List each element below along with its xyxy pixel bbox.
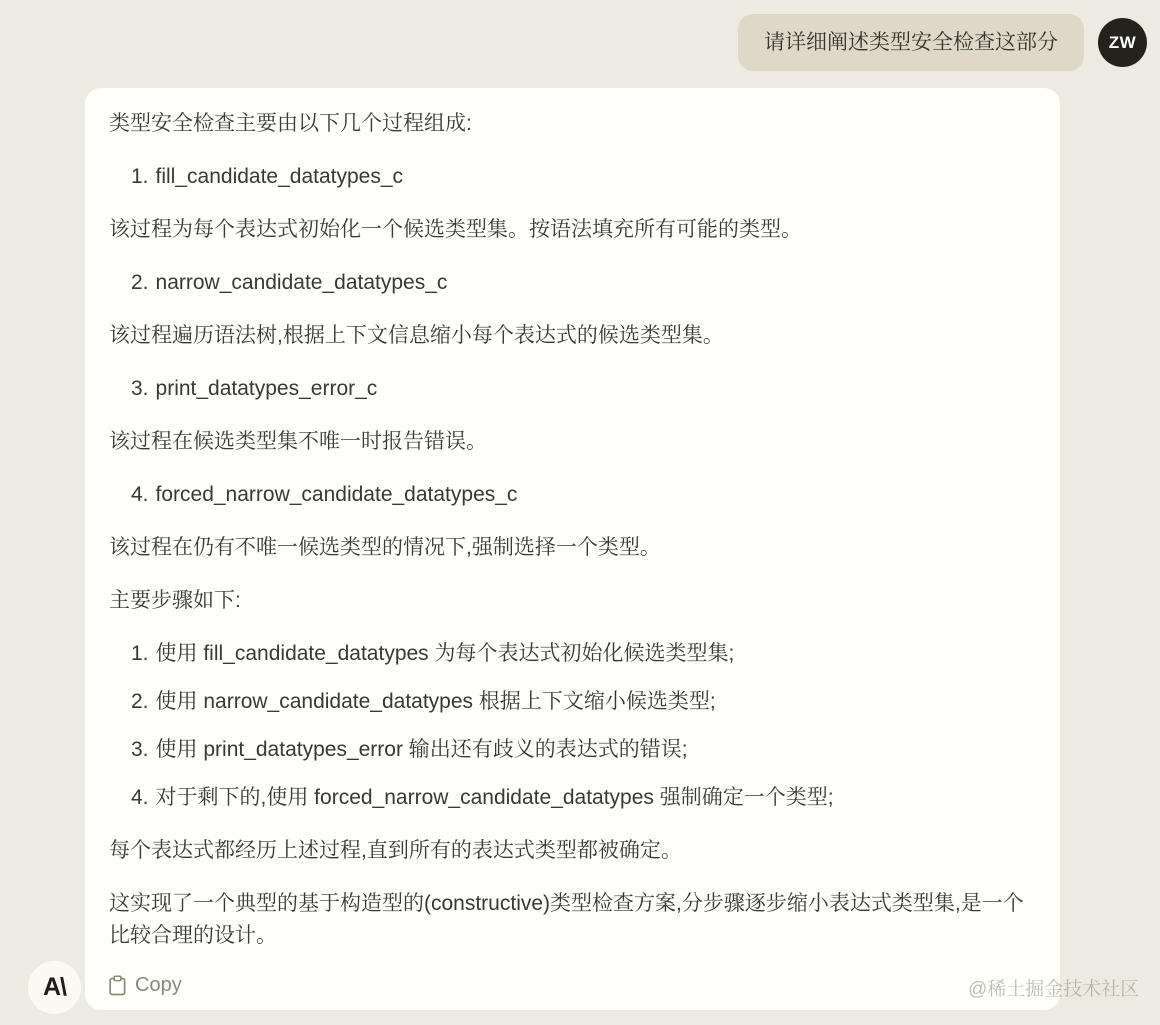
list-item-text: fill_candidate_datatypes_c — [155, 165, 404, 188]
ordered-list-item — [109, 267, 1036, 299]
list-item-text: 使用 narrow_candidate_datatypes 根据上下文缩小候选类型; — [155, 690, 716, 713]
list-number: 4. — [131, 483, 149, 506]
paragraph: 这实现了一个典型的基于构造型的(constructive)类型检查方案,分步骤逐步缩小表达式类型集,是一个比较合理的设计。 — [109, 892, 1024, 947]
anthropic-logo-glyph: A\ — [43, 973, 66, 1001]
paragraph: 该过程在仍有不唯一候选类型的情况下,强制选择一个类型。 — [109, 536, 661, 559]
paragraph: 该过程为每个表达式初始化一个候选类型集。按语法填充所有可能的类型。 — [109, 218, 802, 241]
list-item-text: 使用 print_datatypes_error 输出还有歧义的表达式的错误; — [155, 738, 688, 761]
ordered-list-item — [109, 161, 1036, 193]
copy-icon — [109, 975, 126, 996]
paragraph: 每个表达式都经历上述过程,直到所有的表达式类型都被确定。 — [109, 839, 682, 862]
list-item-text: narrow_candidate_datatypes_c — [155, 271, 448, 294]
copy-button[interactable] — [109, 973, 182, 997]
ordered-list-item — [109, 479, 1036, 511]
paragraph: 主要步骤如下: — [109, 589, 241, 612]
list-item-text: forced_narrow_candidate_datatypes_c — [155, 483, 518, 506]
list-number: 1. — [131, 165, 149, 188]
ordered-list-item — [109, 782, 1036, 814]
ordered-list-item — [109, 734, 1036, 766]
list-item-text: 对于剩下的,使用 forced_narrow_candidate_datatypes 强制确定一个类型; — [155, 786, 834, 809]
ordered-list-item — [109, 638, 1036, 670]
list-number: 3. — [131, 738, 149, 761]
paragraph: 该过程遍历语法树,根据上下文信息缩小每个表达式的候选类型集。 — [109, 324, 724, 347]
list-item-text: print_datatypes_error_c — [155, 377, 378, 400]
user-message-bubble: 请详细阐述类型安全检查这部分 — [738, 14, 1084, 71]
copy-label: Copy — [135, 974, 182, 996]
user-avatar: ZW — [1098, 18, 1147, 67]
paragraph: 类型安全检查主要由以下几个过程组成: — [109, 112, 472, 135]
list-number: 4. — [131, 786, 149, 809]
list-number: 2. — [131, 271, 149, 294]
watermark: @稀土掘金技术社区 — [968, 979, 1140, 1000]
user-message-row — [738, 14, 1147, 71]
list-item-text: 使用 fill_candidate_datatypes 为每个表达式初始化候选类型集; — [155, 642, 735, 665]
assistant-message-card — [85, 88, 1060, 1010]
ordered-list-item — [109, 373, 1036, 405]
paragraph: 该过程在候选类型集不唯一时报告错误。 — [109, 430, 487, 453]
list-number: 3. — [131, 377, 149, 400]
ordered-list-item — [109, 686, 1036, 718]
anthropic-logo — [28, 961, 81, 1014]
list-number: 1. — [131, 642, 149, 665]
list-number: 2. — [131, 690, 149, 713]
